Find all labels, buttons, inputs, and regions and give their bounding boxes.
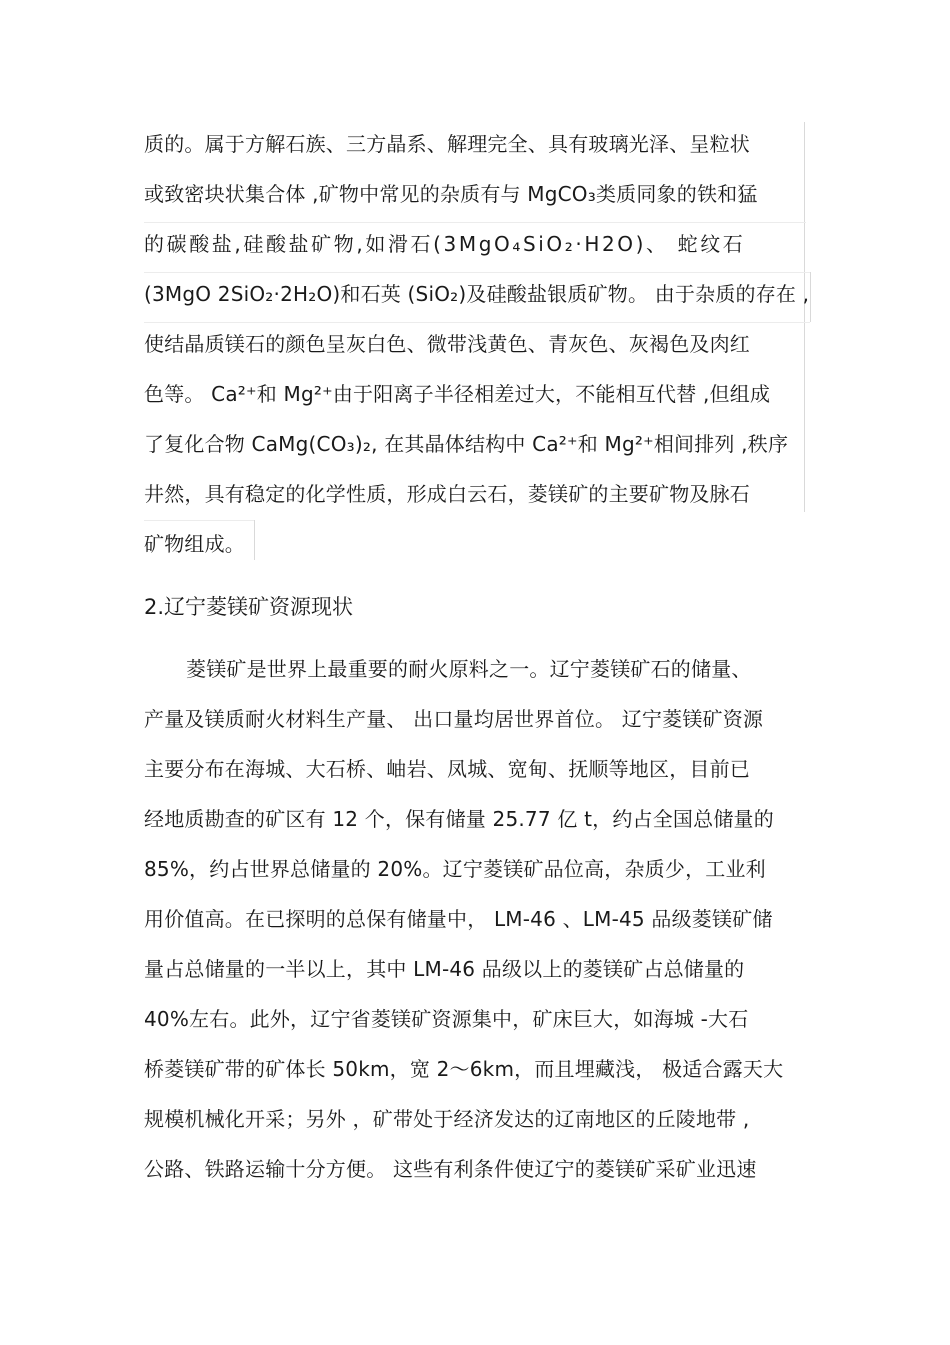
section-heading: 2.辽宁菱镁矿资源现状 <box>144 595 354 619</box>
text-line: 矿物组成。 <box>144 532 245 556</box>
text-line: 85%，约占世界总储量的 20%。辽宁菱镁矿品位高，杂质少，工业利 <box>144 857 766 881</box>
text-line: 经地质勘查的矿区有 12 个，保有储量 25.77 亿 t，约占全国总储量的 <box>144 807 774 831</box>
text-line: 主要分布在海城、大石桥、岫岩、凤城、宽甸、抚顺等地区，目前已 <box>144 757 750 781</box>
text-line: (3MgO 2SiO₂·2H₂O)和石英 (SiO₂)及硅酸盐银质矿物。 由于杂质的存在 , <box>144 282 810 306</box>
text-line: 了复化合物 CaMg(CO₃)₂, 在其晶体结构中 Ca²⁺和 Mg²⁺相间排列 ,秩序 <box>144 432 789 456</box>
text-line: 菱镁矿是世界上最重要的耐火原料之一。辽宁菱镁矿石的储量、 <box>186 657 752 681</box>
text-line: 40%左右。此外，辽宁省菱镁矿资源集中，矿床巨大，如海城 -大石 <box>144 1007 749 1031</box>
text-line: 公路、铁路运输十分方便。 这些有利条件使辽宁的菱镁矿采矿业迅速 <box>144 1157 757 1181</box>
rule-top-4 <box>144 520 254 521</box>
text-line: 桥菱镁矿带的矿体长 50km，宽 2～6km，而且埋藏浅， 极适合露天大 <box>144 1057 784 1081</box>
text-line: 使结晶质镁石的颜色呈灰白色、微带浅黄色、青灰色、灰褐色及肉红 <box>144 332 750 356</box>
text-line: 质的。属于方解石族、三方晶系、解理完全、具有玻璃光泽、呈粒状 <box>144 132 750 156</box>
text-line: 用价值高。在已探明的总保有储量中， LM-46 、LM-45 品级菱镁矿储 <box>144 907 773 931</box>
rule-top-3 <box>144 322 810 323</box>
text-line: 产量及镁质耐火材料生产量、 出口量均居世界首位。 辽宁菱镁矿资源 <box>144 707 764 731</box>
rule-top-2 <box>144 272 810 273</box>
rule-top-1 <box>144 222 806 223</box>
text-line: 规模机械化开采；另外 ，矿带处于经济发达的辽南地区的丘陵地带 , <box>144 1107 750 1131</box>
text-line: 的碳酸盐,硅酸盐矿物,如滑石(3MgO₄SiO₂·H2O)、 蛇纹石 <box>144 232 746 256</box>
text-line: 色等。 Ca²⁺和 Mg²⁺由于阳离子半径相差过大，不能相互代替 ,但组成 <box>144 382 771 406</box>
rule-right-notch <box>810 272 811 322</box>
rule-right-upper <box>804 122 805 512</box>
text-line: 量占总储量的一半以上，其中 LM-46 品级以上的菱镁矿占总储量的 <box>144 957 745 981</box>
rule-cell-end <box>254 520 255 560</box>
text-line: 或致密块状集合体 ,矿物中常见的杂质有与 MgCO₃类质同象的铁和猛 <box>144 182 758 206</box>
text-line: 井然，具有稳定的化学性质，形成白云石，菱镁矿的主要矿物及脉石 <box>144 482 750 506</box>
